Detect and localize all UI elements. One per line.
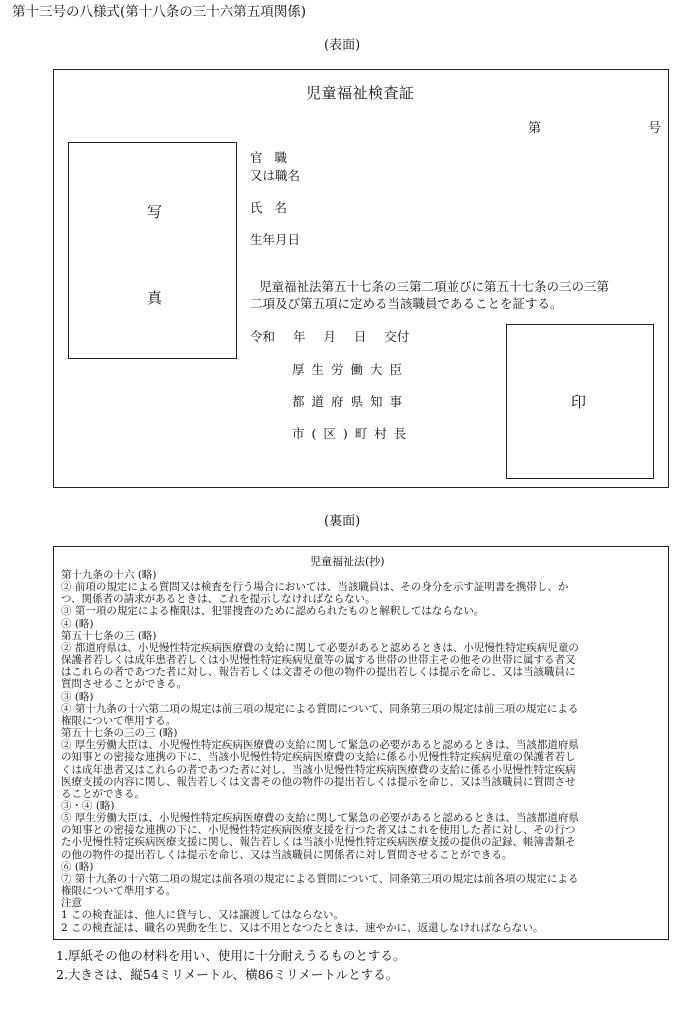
law-line: ③ 第一項の規定による権限は、犯罪捜査のために認められたものと解釈してはならない。	[61, 605, 485, 618]
photo-label-2: 真	[147, 289, 163, 307]
law-line: ④ 第十九条の十六第二項の規定は前三項の規定による質問について、同条第三項の規定は前三項の規定による	[61, 702, 579, 715]
law-line: くは成年患者又はこれらの者であつた者に対し、当該小児慢性特定疾病医療費の支給に係る小児慢性特定疾病	[61, 763, 576, 776]
law-line: 注意	[61, 897, 82, 910]
photo-label-1: 写	[147, 203, 163, 221]
law-line: 第五十七条の三 (略)	[61, 629, 157, 642]
seal-label: 印	[571, 393, 587, 411]
footnote-2: 2.大きさは、縦54ミリメートル、横86ミリメートルとする。	[56, 967, 399, 982]
law-line: はこれらの者であつた者に対し、報告若しくは文書その他の物件の提出若しくは提示を命じ、又は当該職員に	[61, 666, 576, 679]
back-heading: 児童福祉法(抄)	[310, 555, 385, 568]
law-line: 質問させることができる。	[61, 678, 187, 691]
law-line: ⑥ (略)	[61, 860, 94, 873]
seal-box	[506, 324, 654, 479]
issuer-mayor: 市(区)町村長	[292, 426, 414, 441]
front-label: (表面)	[324, 38, 361, 53]
law-line: 医療支援の内容に関し、報告若しくは文書その他の物件の提出若しくは提示を命じ、又は当該職員に質問させ	[61, 775, 576, 788]
law-line: 権限について準用する。	[61, 714, 177, 727]
issuer-minister: 厚生労働大臣	[292, 362, 410, 377]
law-line: 第五十七条の三の三 (略)	[61, 727, 178, 740]
law-line: つ、関係者の請求があるときは、これを提示しなければならない。	[61, 593, 376, 606]
law-line: ることができる。	[61, 787, 145, 800]
law-line: の他の物件の提出若しくは提示を命じ、又は当該職員に関係者に対し質問させることができる。	[61, 848, 513, 861]
form-header: 第十三号の八様式(第十八条の三十六第五項関係)	[12, 4, 307, 20]
law-line: ② 前項の規定による質問又は検査を行う場合においては、当該職員は、その身分を示す証明書を携帯し、か	[61, 581, 569, 594]
law-line: の知事との密接な連携の下に、当該小児慢性特定疾病医療費の支給に係る小児慢性特定疾病児童の保護者若し	[61, 751, 576, 764]
law-line: ③・④ (略)	[61, 799, 115, 812]
field-birthdate: 生年月日	[250, 232, 301, 247]
law-line: ② 都道府県は、小児慢性特定疾病医療費の支給に関して必要があると認めるときは、小児慢性特定疾病児童の	[61, 641, 579, 654]
back-card	[53, 546, 669, 940]
law-line: 1 この検査証は、他人に貸与し、又は譲渡してはならない。	[61, 909, 345, 922]
law-excerpt	[61, 569, 661, 934]
footnote-1: 1.厚紙その他の材料を用い、使用に十分耐えうるものとする。	[56, 948, 406, 963]
law-line: 権限について準用する。	[61, 885, 177, 898]
field-job-title: 又は職名	[250, 168, 301, 183]
field-official-title: 官職	[250, 150, 300, 165]
law-line: ③ (略)	[61, 690, 94, 703]
card-title: 児童福祉検査証	[306, 84, 415, 102]
law-line: ④ (略)	[61, 617, 94, 630]
law-line: た小児慢性特定疾病医療支援に関し、報告若しくは当該小児慢性特定疾病医療支援の提供の記録、帳簿書類そ	[61, 836, 576, 849]
law-line: 保護者若しくは成年患者若しくは小児慢性特定疾病児童等の属する世帯の世帯主その他その世帯に属する者又	[61, 654, 576, 667]
number-prefix: 第	[528, 121, 542, 136]
photo-box	[68, 142, 237, 359]
back-label: (裏面)	[324, 514, 361, 529]
certification-line-2: 二項及び第五項に定める当該職員であることを証する。	[250, 296, 563, 311]
law-line: の知事との密接な連携の下に、小児慢性特定疾病医療支援を行つた者又はこれを使用した者に対し、その行つ	[61, 824, 576, 837]
field-name: 氏名	[250, 200, 300, 215]
law-line: ② 厚生労働大臣は、小児慢性特定疾病医療費の支給に関して緊急の必要があると認めるときは、当該都道府県	[61, 739, 579, 752]
certification-line-1: 児童福祉法第五十七条の三第二項並びに第五十七条の三の三第	[259, 279, 610, 294]
front-card	[53, 69, 669, 488]
law-line: 2 この検査証は、職名の異動を生じ、又は不用となつたときは、速やかに、返還しなければならない。	[61, 921, 544, 934]
law-line: ⑤ 厚生労働大臣は、小児慢性特定疾病医療費の支給に関して緊急の必要があると認めるときは、当該都道府県	[61, 812, 579, 825]
footnotes	[56, 946, 405, 984]
issue-date: 令和 年 月 日 交付	[250, 329, 410, 344]
issuer-governor: 都道府県知事	[292, 394, 410, 409]
law-line: 第十九条の十六 (略)	[61, 569, 157, 581]
law-line: ⑦ 第十九条の十六第二項の規定は前各項の規定による質問について、同条第三項の規定は前各項の規定による	[61, 872, 579, 885]
number-suffix: 号	[648, 121, 662, 136]
